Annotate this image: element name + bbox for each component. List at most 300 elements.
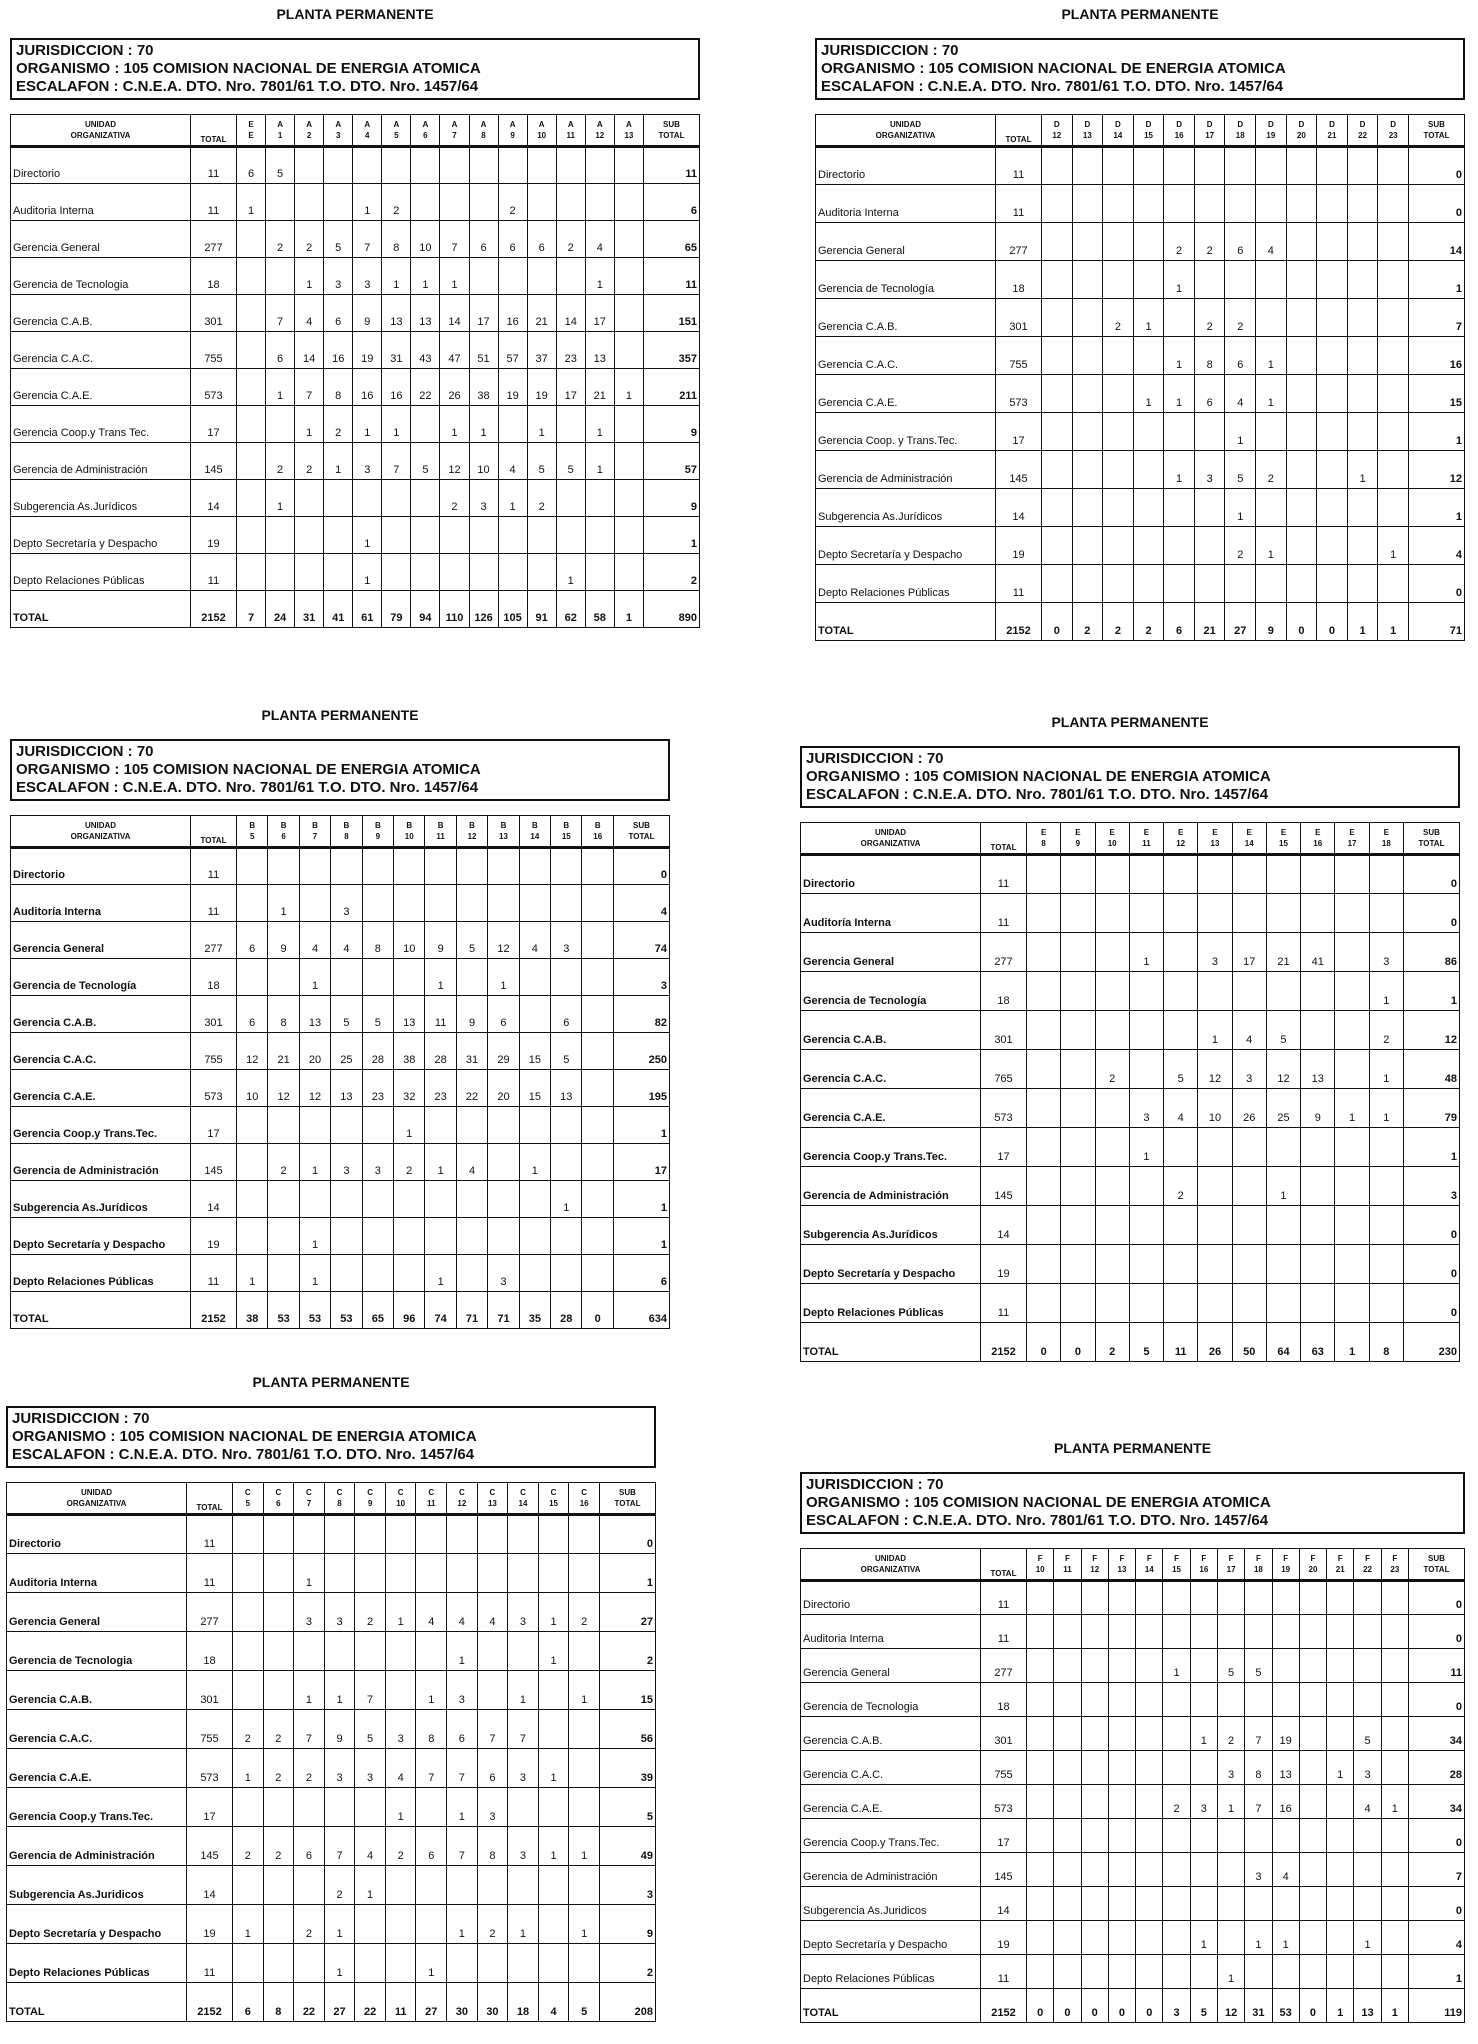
grade-count: 7 xyxy=(266,295,295,332)
unit-name: Gerencia de Tecnología xyxy=(11,959,191,996)
grade-letter: C xyxy=(306,1488,312,1497)
grade-count xyxy=(582,1181,614,1218)
subtotal-value: 82 xyxy=(614,996,670,1033)
grade-count: 94 xyxy=(411,591,440,628)
grade-count: 2 xyxy=(1256,451,1287,489)
grade-count xyxy=(1027,855,1061,894)
grade-count: 5 xyxy=(456,922,487,959)
subtotal-value: 0 xyxy=(1404,855,1460,894)
grade-count xyxy=(1027,1819,1054,1853)
grade-count: 38 xyxy=(469,369,498,406)
grade-count xyxy=(1129,1284,1163,1323)
grade-count xyxy=(1095,1089,1129,1128)
grade-count: 1 xyxy=(353,517,382,554)
grade-letter: C xyxy=(489,1488,496,1497)
grade-count: 13 xyxy=(1301,1050,1335,1089)
grade-count xyxy=(1190,1649,1217,1683)
grade-count xyxy=(1369,1206,1403,1245)
grade-count: 2 xyxy=(1164,223,1195,261)
unit-total: 573 xyxy=(981,1785,1027,1819)
subtotal-value: 86 xyxy=(1404,933,1460,972)
grade-count: 3 xyxy=(1129,1089,1163,1128)
grade-count xyxy=(1054,1649,1081,1683)
grade-count: 9 xyxy=(353,295,382,332)
grade-letter: C xyxy=(581,1488,588,1497)
grade-count xyxy=(1299,1853,1326,1887)
grade-count xyxy=(1129,1011,1163,1050)
table-header-row xyxy=(11,816,670,848)
grade-count: 1 xyxy=(324,1944,355,1983)
grade-count xyxy=(1335,972,1369,1011)
grade-count: 5 xyxy=(556,443,585,480)
grade-count: 2 xyxy=(324,406,353,443)
grade-count: 1 xyxy=(1164,261,1195,299)
grade-count: 14 xyxy=(295,332,324,369)
grade-count xyxy=(1347,565,1378,603)
unit-total: 18 xyxy=(191,959,237,996)
grade-count xyxy=(1245,1581,1272,1615)
unit-name: Auditoria Interna xyxy=(7,1554,187,1593)
grade-count xyxy=(440,517,469,554)
grade-count xyxy=(519,1218,550,1255)
total-header-label: TOTAL xyxy=(1005,135,1032,144)
grade-count xyxy=(1081,1615,1108,1649)
table-row xyxy=(7,1710,656,1749)
grade-count xyxy=(1381,1955,1408,1989)
grade-count: 7 xyxy=(382,443,411,480)
unit-total: 301 xyxy=(996,299,1042,337)
grade-column-header xyxy=(1133,115,1164,147)
grade-count xyxy=(1164,413,1195,451)
grade-count xyxy=(1042,299,1073,337)
subtotal-value: 0 xyxy=(1409,565,1465,603)
grade-count xyxy=(1317,451,1348,489)
grade-column-header xyxy=(295,115,324,147)
escalafon-label: ESCALAFON : C.N.E.A. DTO. Nro. 7801/61 T.O. DTO. Nro. 1457/64 xyxy=(806,786,1269,803)
subtotal-value: 0 xyxy=(1409,185,1465,223)
subtotal-value: 14 xyxy=(1409,223,1465,261)
unit-header-line1: UNIDAD xyxy=(889,120,922,129)
grade-count: 110 xyxy=(440,591,469,628)
grade-count: 6 xyxy=(469,221,498,258)
grade-letter: F xyxy=(1174,1554,1179,1563)
grade-count xyxy=(1027,1615,1054,1649)
grade-count: 9 xyxy=(1256,603,1287,641)
grade-letter: B xyxy=(563,821,570,830)
grade-count xyxy=(1378,261,1409,299)
unit-name: Gerencia C.A.E. xyxy=(801,1785,981,1819)
grade-count xyxy=(237,406,266,443)
unit-name: Gerencia de Administración xyxy=(801,1853,981,1887)
subtotal-value: 195 xyxy=(614,1070,670,1107)
grade-count xyxy=(569,1710,600,1749)
grade-count: 1 xyxy=(411,258,440,295)
grade-count: 2 xyxy=(556,221,585,258)
subtotal-value: 34 xyxy=(1409,1785,1465,1819)
unit-total: 2152 xyxy=(187,1983,233,2022)
grade-count xyxy=(1095,1245,1129,1284)
grade-count xyxy=(1081,1853,1108,1887)
unit-name: Gerencia Coop.y Trans.Tec. xyxy=(11,1107,191,1144)
grade-count: 5 xyxy=(1190,1989,1217,2023)
grade-count xyxy=(1245,1615,1272,1649)
table-row xyxy=(801,1717,1465,1751)
table-row xyxy=(816,147,1465,185)
grade-count xyxy=(1027,894,1061,933)
grade-count xyxy=(1164,972,1198,1011)
staff-table xyxy=(800,1548,1465,2023)
grade-count: 3 xyxy=(331,885,362,922)
grade-count: 2 xyxy=(1133,603,1164,641)
grade-count xyxy=(1164,1011,1198,1050)
grade-count xyxy=(582,1218,614,1255)
grade-column-header xyxy=(1103,115,1134,147)
grade-count: 1 xyxy=(1381,1989,1408,2023)
unit-total: 301 xyxy=(187,1671,233,1710)
grade-count: 53 xyxy=(331,1292,362,1329)
grade-count xyxy=(1136,1921,1163,1955)
grade-count xyxy=(527,554,556,591)
grade-count: 4 xyxy=(1272,1853,1299,1887)
grade-count: 3 xyxy=(1369,933,1403,972)
table-row xyxy=(801,1751,1465,1785)
subtotal-value: 9 xyxy=(644,406,700,443)
grade-count xyxy=(1286,413,1317,451)
subtotal-value: 7 xyxy=(1409,299,1465,337)
grade-count: 22 xyxy=(355,1983,386,2022)
grade-count xyxy=(233,1788,264,1827)
grade-count: 2 xyxy=(1225,527,1256,565)
grade-count xyxy=(1027,972,1061,1011)
grade-count xyxy=(1027,1089,1061,1128)
grade-count xyxy=(331,1218,362,1255)
grade-count: 3 xyxy=(294,1593,325,1632)
total-row xyxy=(11,591,700,628)
grade-count: 5 xyxy=(1217,1649,1244,1683)
grade-count xyxy=(1095,1284,1129,1323)
grade-count xyxy=(385,1554,416,1593)
grade-count xyxy=(1164,1245,1198,1284)
grade-number: 5 xyxy=(394,131,399,140)
total-row xyxy=(11,1292,670,1329)
grade-count: 2 xyxy=(233,1827,264,1866)
grade-count xyxy=(1027,1011,1061,1050)
grade-count: 38 xyxy=(394,1033,425,1070)
subtotal-value: 0 xyxy=(1404,1284,1460,1323)
total-row xyxy=(816,603,1465,641)
grade-count xyxy=(440,147,469,184)
grade-letter: E xyxy=(1040,828,1047,837)
grade-number: 10 xyxy=(1035,1565,1045,1574)
unit-header-line1: UNIDAD xyxy=(84,821,117,830)
grade-letter: F xyxy=(1092,1554,1098,1563)
grade-count xyxy=(440,184,469,221)
grade-count xyxy=(1286,527,1317,565)
grade-count: 1 xyxy=(324,1671,355,1710)
grade-count xyxy=(569,1944,600,1983)
grade-count: 23 xyxy=(362,1070,393,1107)
grade-count xyxy=(1136,1717,1163,1751)
grade-count: 1 xyxy=(585,406,614,443)
unit-name: Depto Relaciones Públicas xyxy=(801,1284,981,1323)
grade-count xyxy=(1163,1921,1190,1955)
subtotal-value: 17 xyxy=(614,1144,670,1181)
grade-count xyxy=(1133,261,1164,299)
grade-count xyxy=(498,147,527,184)
grade-column-header xyxy=(355,1483,386,1515)
grade-count xyxy=(488,1181,519,1218)
grade-count xyxy=(556,406,585,443)
grade-count: 4 xyxy=(498,443,527,480)
grade-number: 12 xyxy=(1176,839,1186,848)
grade-count: 5 xyxy=(1266,1011,1300,1050)
grade-count: 31 xyxy=(295,591,324,628)
grade-number: 16 xyxy=(1174,131,1184,140)
grade-number: 13 xyxy=(624,131,634,140)
grade-count xyxy=(1133,451,1164,489)
grade-count xyxy=(1081,1819,1108,1853)
grade-number: 10 xyxy=(537,131,547,140)
grade-column-header xyxy=(1108,1549,1135,1581)
grade-count xyxy=(1266,1245,1300,1284)
table-row xyxy=(11,295,700,332)
grade-count xyxy=(1378,413,1409,451)
grade-count: 25 xyxy=(331,1033,362,1070)
unit-name: Gerencia C.A.B. xyxy=(816,299,996,337)
grade-count: 3 xyxy=(353,258,382,295)
grade-count xyxy=(1027,1955,1054,1989)
grade-column-header xyxy=(569,1483,600,1515)
grade-letter: F xyxy=(1283,1554,1289,1563)
unit-name: TOTAL xyxy=(11,591,191,628)
grade-count xyxy=(456,848,487,885)
grade-count xyxy=(1095,1128,1129,1167)
grade-count: 2 xyxy=(385,1827,416,1866)
grade-count xyxy=(362,885,393,922)
grade-count xyxy=(324,184,353,221)
grade-count xyxy=(1327,1887,1354,1921)
grade-count xyxy=(1061,1050,1095,1089)
grade-count xyxy=(1369,855,1403,894)
grade-number: 13 xyxy=(1117,1565,1127,1574)
grade-column-header xyxy=(237,115,266,147)
subtotal-value: 119 xyxy=(1409,1989,1465,2023)
grade-count xyxy=(498,517,527,554)
table-row xyxy=(801,1955,1465,1989)
grade-count xyxy=(1266,1206,1300,1245)
grade-count: 41 xyxy=(1301,933,1335,972)
subtotal-value: 34 xyxy=(1409,1717,1465,1751)
grade-count xyxy=(1335,855,1369,894)
unit-header xyxy=(801,1549,981,1581)
grade-count: 1 xyxy=(324,443,353,480)
grade-count xyxy=(1081,1581,1108,1615)
grade-count xyxy=(1136,1615,1163,1649)
grade-count: 11 xyxy=(1164,1323,1198,1362)
grade-count xyxy=(394,959,425,996)
grade-count xyxy=(1061,1089,1095,1128)
grade-letter: B xyxy=(406,821,413,830)
grade-count: 1 xyxy=(1354,1921,1381,1955)
total-header xyxy=(191,115,237,147)
grade-count: 3 xyxy=(385,1710,416,1749)
grade-count xyxy=(1272,1819,1299,1853)
grade-count xyxy=(1299,1955,1326,1989)
grade-count xyxy=(237,1144,268,1181)
grade-count xyxy=(425,1107,456,1144)
grade-count: 3 xyxy=(1190,1785,1217,1819)
unit-total: 19 xyxy=(191,1218,237,1255)
sheet-c xyxy=(6,1372,656,2022)
grade-count: 1 xyxy=(394,1107,425,1144)
grade-count xyxy=(385,1866,416,1905)
grade-count: 1 xyxy=(1198,1011,1232,1050)
grade-column-header xyxy=(1198,823,1232,855)
grade-count xyxy=(614,184,643,221)
grade-count xyxy=(1072,223,1103,261)
grade-count: 1 xyxy=(1133,299,1164,337)
grade-count: 2 xyxy=(1103,603,1134,641)
grade-count xyxy=(614,554,643,591)
subtotal-value: 27 xyxy=(600,1593,656,1632)
grade-count: 1 xyxy=(425,959,456,996)
grade-count: 3 xyxy=(447,1671,478,1710)
grade-count: 3 xyxy=(1217,1751,1244,1785)
grade-count: 61 xyxy=(353,591,382,628)
table-row xyxy=(801,1581,1465,1615)
unit-header-line2: ORGANIZATIVA xyxy=(70,832,131,841)
grade-count: 6 xyxy=(1225,337,1256,375)
grade-count: 1 xyxy=(1256,527,1287,565)
grade-count: 1 xyxy=(508,1671,539,1710)
subtotal-value: 1 xyxy=(600,1554,656,1593)
grade-count xyxy=(1232,972,1266,1011)
unit-name: Depto Relaciones Públicas xyxy=(801,1955,981,1989)
grade-count: 1 xyxy=(299,959,330,996)
unit-total: 573 xyxy=(996,375,1042,413)
grade-count xyxy=(425,885,456,922)
grade-column-header xyxy=(1163,1549,1190,1581)
grade-count: 10 xyxy=(469,443,498,480)
grade-count xyxy=(1327,1581,1354,1615)
grade-count xyxy=(1103,223,1134,261)
unit-header-line2: ORGANIZATIVA xyxy=(70,131,131,140)
grade-count xyxy=(1072,185,1103,223)
grade-count: 35 xyxy=(519,1292,550,1329)
grade-letter: A xyxy=(626,120,632,129)
grade-count xyxy=(1194,261,1225,299)
grade-count: 12 xyxy=(1266,1050,1300,1089)
grade-count: 2 xyxy=(382,184,411,221)
unit-name: Directorio xyxy=(7,1515,187,1554)
grade-count xyxy=(1027,1245,1061,1284)
grade-letter: B xyxy=(437,821,444,830)
grade-count xyxy=(385,1905,416,1944)
total-header xyxy=(981,823,1027,855)
unit-name: Subgerencia As.Jurídicos xyxy=(11,1181,191,1218)
grade-count xyxy=(1190,1683,1217,1717)
grade-count: 1 xyxy=(519,1144,550,1181)
unit-name: Gerencia Coop.y Trans.Tec. xyxy=(7,1788,187,1827)
unit-header-line1: UNIDAD xyxy=(874,1554,907,1563)
unit-name: Directorio xyxy=(801,855,981,894)
total-header-label: TOTAL xyxy=(200,836,227,845)
grade-letter: E xyxy=(1143,828,1150,837)
grade-count xyxy=(1054,1887,1081,1921)
grade-count xyxy=(411,554,440,591)
unit-header xyxy=(816,115,996,147)
grade-letter: F xyxy=(1255,1554,1261,1563)
grade-count: 4 xyxy=(477,1593,508,1632)
grade-count: 9 xyxy=(268,922,299,959)
grade-count xyxy=(416,1788,447,1827)
grade-count xyxy=(582,885,614,922)
grade-count xyxy=(1042,565,1073,603)
grade-count xyxy=(1163,1853,1190,1887)
grade-count: 4 xyxy=(1256,223,1287,261)
total-header-label: TOTAL xyxy=(990,843,1017,852)
grade-count xyxy=(585,554,614,591)
grade-count xyxy=(1136,1751,1163,1785)
grade-column-header xyxy=(1190,1549,1217,1581)
grade-count xyxy=(1027,1853,1054,1887)
grade-count xyxy=(551,1218,582,1255)
grade-count: 0 xyxy=(1136,1989,1163,2023)
grade-number: 6 xyxy=(281,832,286,841)
grade-count xyxy=(263,1671,294,1710)
unit-total: 145 xyxy=(996,451,1042,489)
grade-count xyxy=(1286,223,1317,261)
grade-column-header xyxy=(385,1483,416,1515)
grade-letter: F xyxy=(1310,1554,1316,1563)
subtotal-value: 48 xyxy=(1404,1050,1460,1089)
grade-number: 22 xyxy=(1358,131,1368,140)
grade-count xyxy=(1286,375,1317,413)
grade-count xyxy=(299,848,330,885)
grade-count: 2 xyxy=(268,1144,299,1181)
grade-count xyxy=(508,1788,539,1827)
grade-number: 5 xyxy=(249,832,255,841)
grade-count: 6 xyxy=(498,221,527,258)
grade-count xyxy=(556,258,585,295)
unit-name: Gerencia C.A.C. xyxy=(801,1050,981,1089)
grade-count: 2 xyxy=(294,1749,325,1788)
unit-name: TOTAL xyxy=(11,1292,191,1329)
grade-column-header xyxy=(382,115,411,147)
grade-count: 13 xyxy=(585,332,614,369)
grade-count xyxy=(508,1554,539,1593)
grade-count xyxy=(263,1944,294,1983)
grade-count xyxy=(1381,1921,1408,1955)
grade-count xyxy=(237,554,266,591)
grade-count xyxy=(1347,261,1378,299)
grade-count xyxy=(1194,147,1225,185)
unit-header-line2: ORGANIZATIVA xyxy=(66,1499,127,1508)
grade-count: 29 xyxy=(488,1033,519,1070)
grade-count: 57 xyxy=(498,332,527,369)
grade-count xyxy=(1369,1284,1403,1323)
jurisdiccion-label: JURISDICCION : 70 xyxy=(16,743,154,760)
grade-count xyxy=(1072,565,1103,603)
grade-count: 1 xyxy=(1266,1167,1300,1206)
jurisdiccion-label: JURISDICCION : 70 xyxy=(12,1410,150,1427)
grade-count xyxy=(1042,375,1073,413)
sheet-title: PLANTA PERMANENTE xyxy=(1051,714,1209,730)
grade-count xyxy=(1163,1955,1190,1989)
grade-count xyxy=(1072,489,1103,527)
grade-count: 14 xyxy=(556,295,585,332)
grade-column-header xyxy=(1272,1549,1299,1581)
